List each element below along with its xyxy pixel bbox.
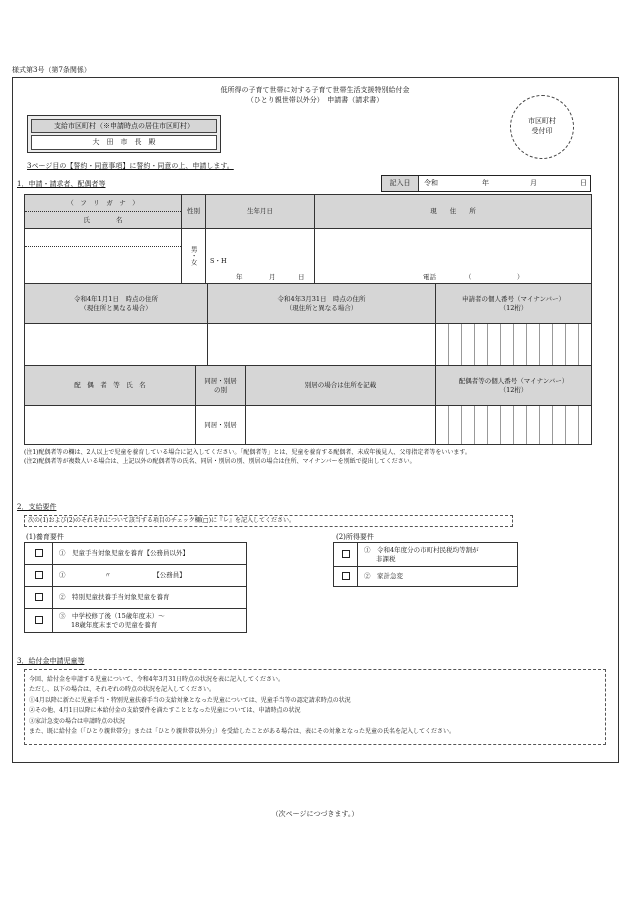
requirement-group1-title: (1)養育要件 [26, 533, 64, 541]
address-history-table [24, 283, 592, 366]
spouse-number-header [436, 366, 592, 406]
req1-item4-text2: 18歳年度末までの児童を養育 [71, 620, 158, 629]
birth-month-unit: 月 [269, 273, 276, 281]
separate-address-field[interactable] [246, 406, 436, 445]
recipient-label: 支給市区町村（※申請時点の居住市区町村） [54, 122, 194, 130]
req1-item4-check[interactable] [25, 609, 53, 633]
cohab-line2: の別 [214, 385, 227, 394]
req1-item3-check[interactable] [25, 587, 53, 609]
req1-item2-check[interactable] [25, 565, 53, 587]
req2-item2-text: 家計急変 [377, 572, 403, 581]
req2-item1 [358, 543, 518, 567]
req1-item4-num: ③ [59, 612, 66, 621]
form-title-line1: 低所得の子育て世帯に対する子育て世帯生活支援特別給付金 [220, 86, 410, 94]
reception-stamp-circle [510, 95, 574, 159]
req2-item2-check[interactable] [334, 567, 358, 587]
req2-item1-text2: 非課税 [376, 554, 396, 563]
req1-item2-num: ① [59, 571, 66, 580]
section3-notice-box [24, 669, 606, 745]
separate-address-header: 別居の場合は住所を記載 [246, 366, 436, 406]
entry-date-era: 令和 [424, 179, 438, 187]
req1-item2-text: 〃 【公務員】 [104, 571, 186, 580]
section2-instruction-box [24, 515, 513, 527]
addr-jan1-line2: （現住所と異なる場合） [80, 303, 152, 312]
req2-item1-num: ① [364, 546, 371, 555]
addr-mar31-line1: 令和4年3月31日 時点の住所 [277, 295, 366, 304]
checkbox[interactable] [35, 593, 43, 601]
section3-line1: 今回、給付金を申請する児童について、令和4年3月31日時点の状況を表に記入してください。 [29, 676, 285, 683]
sex-options[interactable]: 男・女 [189, 246, 198, 266]
section2-heading: 2．支給要件 [17, 503, 57, 511]
name-header-cell [25, 195, 182, 229]
sex-header: 性別 [182, 195, 206, 229]
checkbox[interactable] [342, 572, 350, 580]
applicant-number-line2: （12桁） [499, 303, 528, 312]
checkbox[interactable] [35, 616, 43, 624]
checkbox[interactable] [35, 549, 43, 557]
req2-item1-check[interactable] [334, 543, 358, 567]
checkbox[interactable] [342, 550, 350, 558]
section3-line5: ③家計急変の場合は申請時点の状況 [29, 717, 126, 725]
req1-item1-text: 児童手当対象児童を養育【公務員以外】 [72, 549, 189, 558]
spouse-number-digits[interactable] [436, 406, 591, 444]
applicant-sex-cell[interactable] [182, 229, 206, 284]
cohab-header [196, 366, 246, 406]
req2-item2 [358, 567, 518, 587]
applicant-birthdate-cell[interactable] [206, 229, 315, 284]
addr-jan1-line1: 令和4年1月1日 時点の住所 [74, 295, 158, 304]
section3-line2: ただし、以下の場合は、それぞれの時点の状況を記入してください。 [29, 686, 216, 694]
req1-item3-num: ② [59, 593, 66, 602]
address-header: 現 住 所 [315, 195, 592, 229]
entry-date-year: 年 [482, 179, 489, 187]
cohab-field[interactable]: 同居・別居 [196, 406, 246, 445]
continued-footer: （次ページにつづきます。） [271, 810, 359, 818]
section1-heading: 1．申請・請求者、配偶者等 [17, 180, 106, 188]
stamp-line2: 受付印 [531, 127, 553, 135]
req1-item3-text: 特別児童扶養手当対象児童を養育 [72, 593, 170, 602]
applicant-number-header [436, 284, 592, 324]
requirement-group2-title: (2)所得要件 [336, 533, 374, 541]
note-2: (注2)配偶者等が複数人いる場合は、上記以外の配偶者等の氏名、同居・別居の別、別居の場合は住所、マイナンバーを別紙で提出してください。 [24, 458, 416, 465]
checkbox[interactable] [35, 571, 43, 579]
section3-heading: 3．給付金申請児童等 [17, 657, 85, 665]
birth-day-unit: 日 [298, 273, 305, 281]
stamp-line1: 市区町村 [528, 117, 556, 125]
req1-item4-text: 中学校修了後（15歳年度末）～ [72, 612, 165, 621]
entry-date-box [381, 175, 591, 192]
spouse-table [24, 365, 592, 445]
entry-date-day: 日 [580, 179, 587, 187]
cohab-line1: 同居・別居 [204, 377, 237, 386]
consent-instruction: 3ページ目の【誓約・同意事項】に誓約・同意の上、申請します。 [27, 162, 234, 170]
applicant-address-cell[interactable] [315, 229, 592, 284]
applicant-furigana-field[interactable] [25, 229, 181, 247]
birth-year-unit: 年 [236, 273, 243, 281]
applicant-number-line1: 申請者の個人番号（マイナンバー） [461, 295, 566, 304]
section2-instruction: 次の(1)および(2)のそれぞれについて該当する項目のチェック欄(□)に『レ』を記入してください。 [28, 517, 296, 524]
entry-date-month: 月 [530, 179, 537, 187]
addr-jan1-field[interactable] [25, 324, 208, 366]
birthdate-header: 生年月日 [206, 195, 315, 229]
spouse-number-line2: （12桁） [499, 385, 528, 394]
applicant-table [24, 194, 592, 284]
spouse-number-line1: 配偶者等の個人番号（マイナンバー） [458, 377, 569, 386]
phone-label: 電話 [423, 273, 436, 281]
section3-line6: また、既に給付金（「ひとり親世帯分」または「ひとり親世帯以外分」）を受給したことがある場合は、表にその対象となった児童の氏名を記入してください。 [29, 728, 456, 736]
recipient-name: 大 田 市 長 殿 [92, 138, 156, 146]
addr-jan1-header [25, 284, 208, 324]
requirement-group2-table [333, 542, 518, 587]
section3-line3: ①4月以降に新たに児童手当・特別児童扶養手当の支給対象となった児童については、児童手当等の認定請求時点の状況 [29, 696, 351, 704]
spouse-name-field[interactable] [25, 406, 196, 445]
entry-date-label: 記入日 [382, 176, 419, 191]
req1-item2 [53, 565, 247, 587]
addr-mar31-line2: （現住所と異なる場合） [285, 303, 358, 312]
form-title-line2: （ひとり親世帯以外分） 申請書（請求書） [246, 96, 384, 104]
req2-item2-num: ② [364, 572, 371, 581]
req1-item1 [53, 543, 247, 565]
era-options[interactable]: S・H [210, 257, 227, 265]
note-1: (注1)配偶者等の欄は、2人以上で児童を養育している場合に記入してください。「配偶者等」とは、児童を養育する配偶者、未成年後見人、父母指定者等をいいます。 [24, 449, 471, 456]
addr-mar31-field[interactable] [208, 324, 436, 366]
req2-item1-text: 令和4年度分の市町村民税均等割が [377, 546, 479, 555]
spouse-number-field[interactable] [436, 406, 592, 445]
form-number: 様式第3号（第7条関係） [12, 66, 91, 74]
applicant-number-digits[interactable] [436, 324, 591, 365]
req1-item1-num: ① [59, 549, 66, 558]
furigana-header: （ フ リ ガ ナ ） [25, 195, 181, 212]
req1-item4 [53, 609, 247, 633]
phone-parens: （ ） [465, 273, 524, 281]
applicant-name-cell[interactable] [25, 229, 182, 284]
name-header: 氏 名 [83, 216, 123, 224]
applicant-number-field[interactable] [436, 324, 592, 366]
req1-item1-check[interactable] [25, 543, 53, 565]
spouse-name-header: 配 偶 者 等 氏 名 [25, 366, 196, 406]
recipient-box [27, 115, 221, 153]
requirement-group1-table [24, 542, 247, 633]
section3-line4: ②その他、4月1日以降に本給付金の支給要件を満たすこととなった児童については、申請時点の状況 [29, 707, 301, 715]
addr-mar31-header [208, 284, 436, 324]
req1-item3 [53, 587, 247, 609]
